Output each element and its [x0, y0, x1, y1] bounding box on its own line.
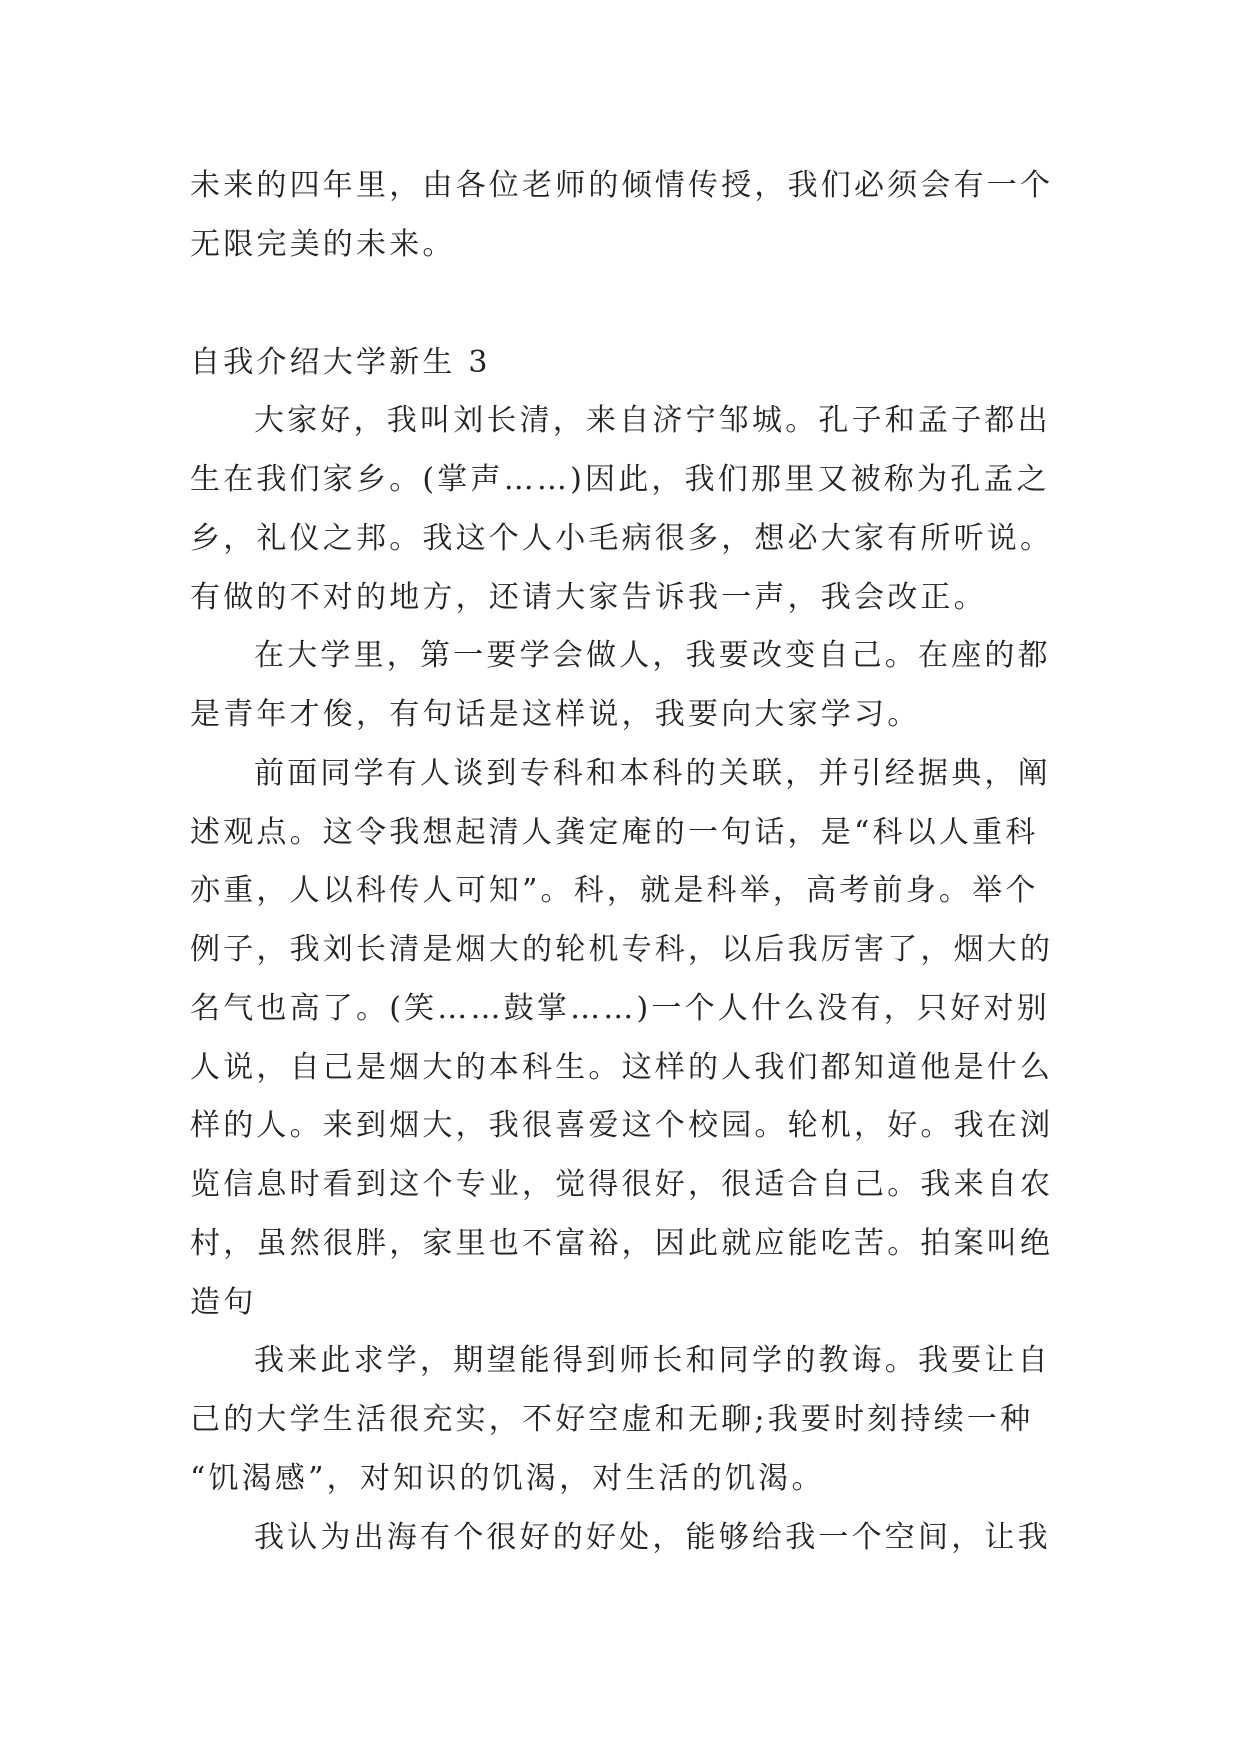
text-line: 己的大学生活很充实，不好空虚和无聊;我要时刻持续一种 — [190, 1402, 1034, 1437]
paragraph-start: 我认为出海有个很好的好处，能够给我一个空间，让我 — [254, 1520, 1051, 1555]
text-line: 述观点。这令我想起清人龚定庵的一句话，是“科以人重科 — [190, 815, 1039, 850]
text-line: 有做的不对的地方，还请大家告诉我一声，我会改正。 — [190, 580, 987, 615]
text-line: 名气也高了。(笑……鼓掌……)一个人什么没有，只好对别 — [190, 991, 1050, 1026]
text-line: 例子，我刘长清是烟大的轮机专科，以后我厉害了，烟大的 — [190, 932, 1054, 967]
text-line: 村，虽然很胖，家里也不富裕，因此就应能吃苦。拍案叫绝 — [190, 1226, 1054, 1261]
paragraph-start: 在大学里，第一要学会做人，我要改变自己。在座的都 — [254, 638, 1051, 673]
text-line: 未来的四年里，由各位老师的倾情传授，我们必须会有一个 — [190, 168, 1054, 203]
text-line: 人说，自己是烟大的本科生。这样的人我们都知道他是什么 — [190, 1050, 1054, 1085]
text-line: 览信息时看到这个专业，觉得很好，很适合自己。我来自农 — [190, 1167, 1054, 1202]
text-line: 样的人。来到烟大，我很喜爱这个校园。轮机，好。我在浏 — [190, 1108, 1054, 1143]
text-line: “饥渴感”，对知识的饥渴，对生活的饥渴。 — [190, 1461, 825, 1496]
text-line: 生在我们家乡。(掌声……)因此，我们那里又被称为孔孟之 — [190, 462, 1050, 497]
text-line: 乡，礼仪之邦。我这个人小毛病很多，想必大家有所听说。 — [190, 521, 1054, 556]
text-line: 造句 — [190, 1285, 257, 1320]
paragraph-start: 大家好，我叫刘长清，来自济宁邹城。孔子和孟子都出 — [254, 403, 1051, 438]
section-heading: 自我介绍大学新生 3 — [190, 345, 491, 380]
text-line: 是青年才俊，有句话是这样说，我要向大家学习。 — [190, 697, 921, 732]
text-line: 无限完美的未来。 — [190, 227, 456, 262]
paragraph-start: 前面同学有人谈到专科和本科的关联，并引经据典，阐 — [254, 756, 1051, 791]
text-line: 亦重，人以科传人可知”。科，就是科举，高考前身。举个 — [190, 873, 1039, 908]
paragraph-start: 我来此求学，期望能得到师长和同学的教诲。我要让自 — [254, 1343, 1051, 1378]
